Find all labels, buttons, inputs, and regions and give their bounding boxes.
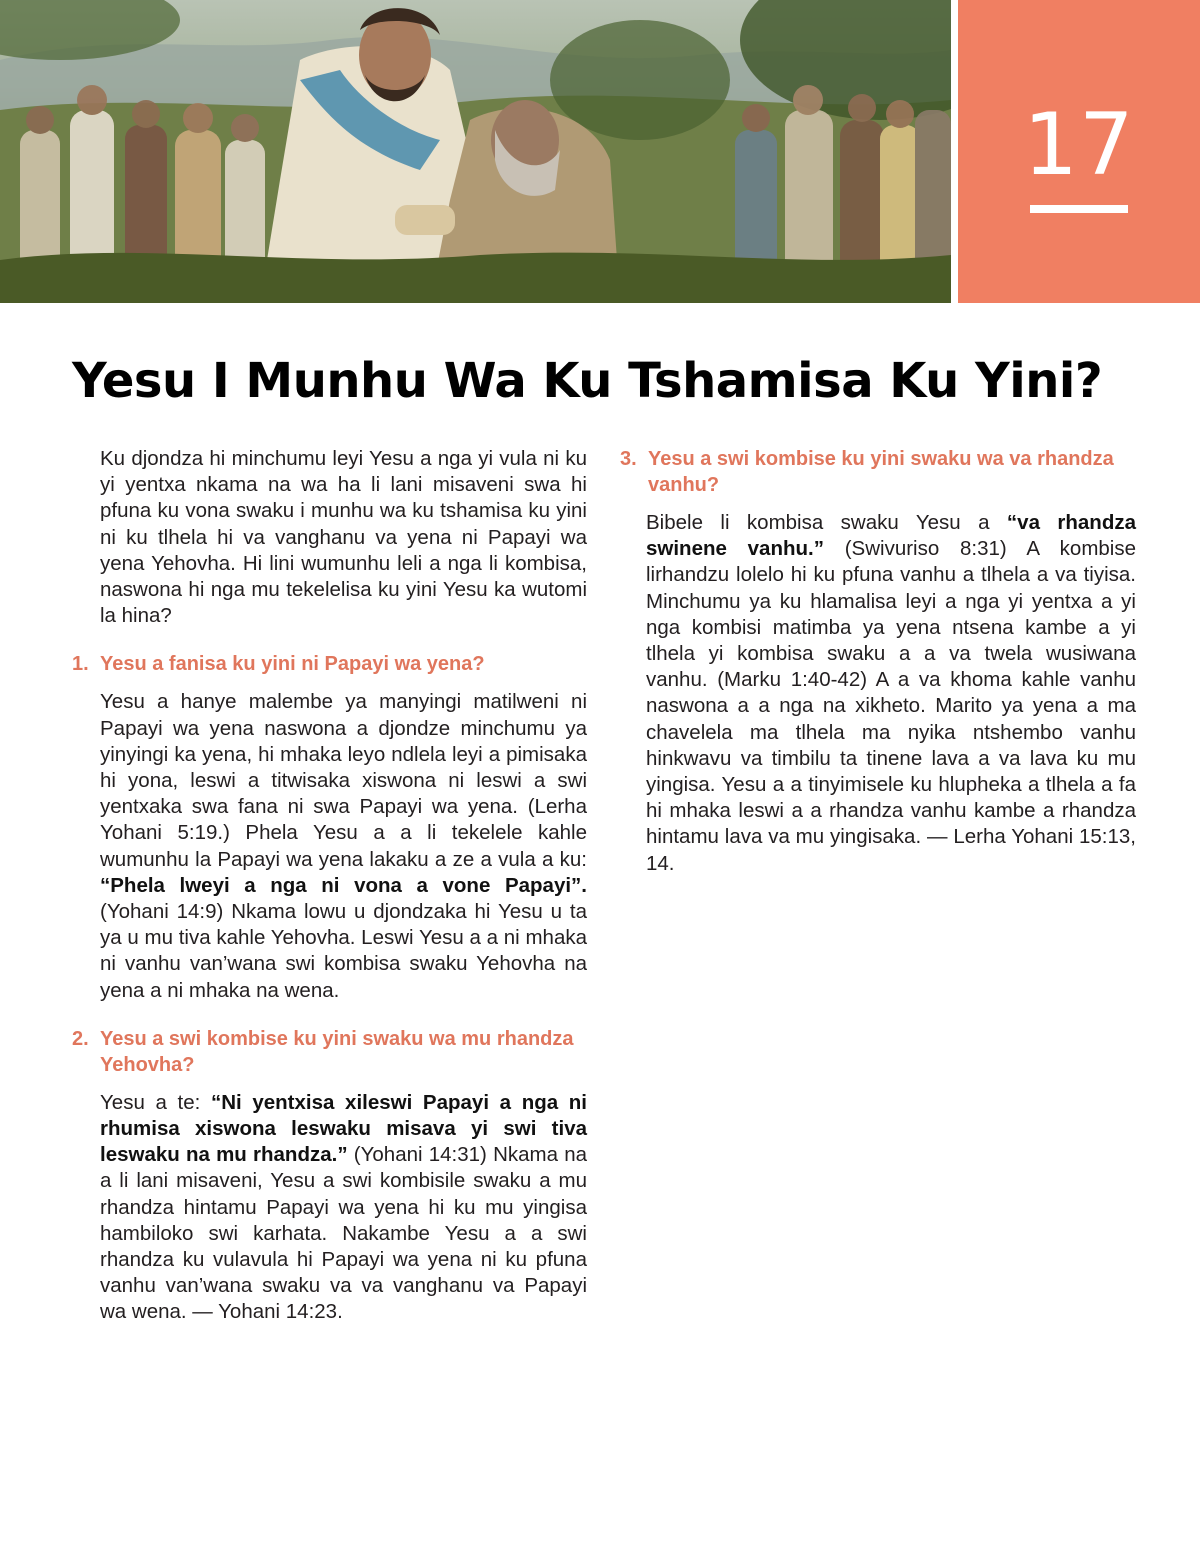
question-number: 3.	[620, 448, 637, 470]
intro-paragraph: Ku djondza hi minchumu leyi Yesu a nga yi vula ni ku yi yentxa nkama na wa ha li lani misaveni swa hi pfuna ku vona swaku i munhu wa ku tshamisa ku yini ni ku tlhela hi va vanghanu va yena ni Papayi wa yena Yehovha. Hi lini wumunhu leli a nga li kombisa, naswona hi nga mu tekelelisa ku yini Yesu ka wutomi la hina?	[100, 447, 587, 628]
question-text: Yesu a swi kombise ku yini swaku wa va rhandza vanhu?	[648, 448, 1114, 496]
left-column	[72, 446, 587, 1326]
chapter-number-underline	[1030, 205, 1128, 213]
answer-text: (Yohani 14:9) Nkama lowu u djondzaka hi Yesu u ta ya u mu tiva kahle Yehovha. Leswi Yesu a a ni mhaka ni vanhu van’wana swi kombisa swaku Yehovha na yena a ni mhaka na wena.	[100, 900, 587, 1002]
answer-paragraph-3	[620, 510, 1136, 877]
right-column	[620, 446, 1136, 877]
bold-quote: “va rhandza swinene vanhu.”	[646, 511, 1136, 561]
question-text: Yesu a fanisa ku yini ni Papayi wa yena?	[100, 653, 485, 676]
answer-text: Yesu a te:	[100, 1090, 211, 1114]
question-heading-2	[72, 1026, 587, 1078]
question-number: 2.	[72, 1027, 89, 1050]
answer-paragraph-2	[72, 1090, 587, 1326]
chapter-title: Yesu I Munhu Wa Ku Tshamisa Ku Yini?	[72, 353, 1103, 409]
answer-text: (Swivuriso 8:31) A kombise lirhandzu lolelo hi ku pfuna vanhu a tlhela a va tiyisa. Minchumu ya ku hlamalisa leyi a nga yi yentxa a yi nga kombisi matimba ya yena ntsena kambe a yi tlhela yi kombisa swaku a a va twela wusiwana vanhu. (Marku 1:40-42) A a va khoma kahle vanhu naswona a a nga na xikheto. Marito ya yena a ma chavelela ma tlhela ma nyika ntshembo vanhu hinkwavu va timbilu ta tinene lava a va lava ku mu yingisa. Yesu a a tinyimisele ku hlupheka a tlhela a fa hi mhaka leswi a a rhandza vanhu kambe a rhandza hintamu lava va mu yingisaka. — Lerha Yohani 15:13, 14.	[646, 537, 1137, 875]
answer-text: (Yohani 14:31) Nkama na a li lani misaveni, Yesu a swi kombisile swaku a mu rhandza hintamu Papayi wa yena hi ku mu yingisa hambiloko swi karhata. Nakambe Yesu a a swi rhandza ku vulavula hi Papayi wa yena ni ku pfuna vanhu van’wana swaku va va vanghanu va Papayi wa wena. — Yohani 14:23.	[100, 1143, 587, 1324]
answer-text: Yesu a hanye malembe ya manyingi matilweni ni Papayi wa yena naswona a djondze minchumu ya yinyingi ka yena, hi mhaka leyo ndlela leyi a pimisaka hi yona, leswi a titwisaka xiswona ni leswi a swi yentxaka swa fana ni swa Papayi wa yena. (Lerha Yohani 5:19.) Phela Yesu a a li tekelele kahle wumunhu la Papayi wa yena lakaku a ze a vula a ku:	[100, 690, 587, 871]
chapter-number: 17	[1023, 95, 1135, 195]
question-heading-3	[620, 446, 1136, 498]
question-number: 1.	[72, 653, 89, 676]
bold-quote: “Ni yentxisa xileswi Papayi a nga ni rhumisa xiswona leswaku misava yi swi tiva leswaku na mu rhandza.”	[100, 1090, 588, 1167]
chapter-number-box	[958, 0, 1200, 303]
bold-quote: “Phela lweyi a nga ni vona a vone Papayi”.	[100, 873, 587, 897]
question-text: Yesu a swi kombise ku yini swaku wa mu rhandza Yehovha?	[100, 1027, 574, 1076]
answer-text: Bibele li kombisa swaku Yesu a	[646, 511, 1007, 534]
chapter-illustration	[0, 0, 951, 303]
answer-paragraph-1	[72, 689, 587, 1003]
question-heading-1	[72, 651, 587, 677]
